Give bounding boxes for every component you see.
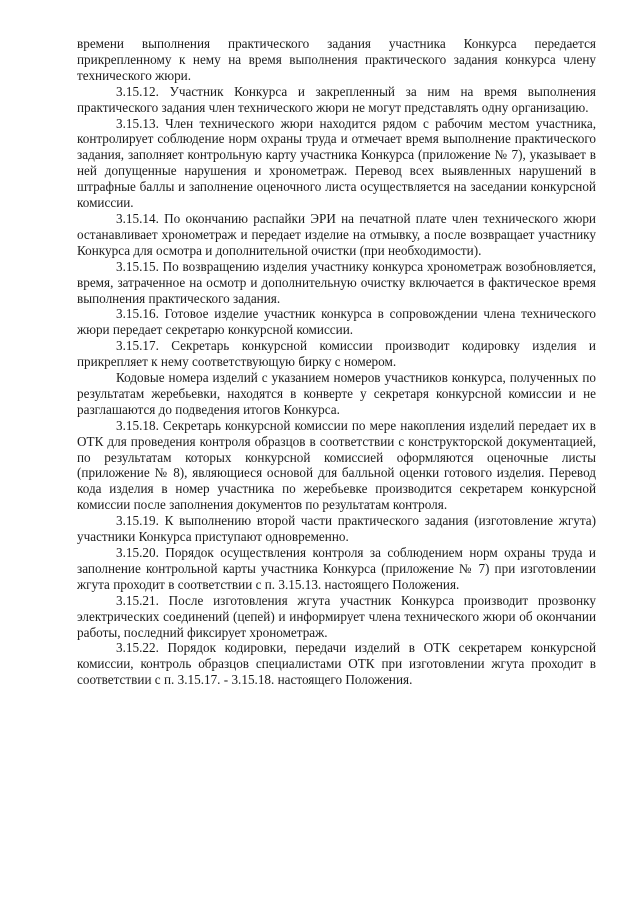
paragraph-3-15-20: 3.15.20. Порядок осуществления контроля за соблюдением норм охраны труда и заполнение контрольной карты участника Конкурса (приложение № 7) при изготовлении жгута проходит в соответствии с п. 3.15.13. настоящего Положения. bbox=[77, 545, 596, 592]
paragraph-3-15-17: 3.15.17. Секретарь конкурсной комиссии производит кодировку изделия и прикрепляет к нему соответствующую бирку с номером. bbox=[77, 338, 596, 370]
paragraph-3-15-19: 3.15.19. К выполнению второй части практического задания (изготовление жгута) участники Конкурса приступают одновременно. bbox=[77, 513, 596, 545]
paragraph-3-15-12: 3.15.12. Участник Конкурса и закрепленный за ним на время выполнения практического задания член технического жюри не могут представлять одну организацию. bbox=[77, 83, 596, 115]
paragraph-3-15-14: 3.15.14. По окончанию распайки ЭРИ на печатной плате член технического жюри останавливает хронометраж и передает изделие на отмывку, а после возвращает участнику Конкурса для осмотра и дополнительной очистки (при необходимости). bbox=[77, 210, 596, 258]
paragraph-3-15-22: 3.15.22. Порядок кодировки, передачи изделий в ОТК секретарем конкурсной комиссии, контроль образцов специалистами ОТК при изготовлении жгута проходит в соответствии с п. 3.15.17. - 3.15.18. настоящего Положения. bbox=[77, 640, 596, 688]
paragraph-3-15-15: 3.15.15. По возвращению изделия участнику конкурса хронометраж возобновляется, время, затраченное на осмотр и дополнительную очистку включается в фактическое время выполнения практического задания. bbox=[77, 258, 596, 306]
paragraph-3-15-13: 3.15.13. Член технического жюри находится рядом с рабочим местом участника, контролирует соблюдение норм охраны труда и отмечает время выполнение практического задания, заполняет контрольную карту участника Конкурса (приложение № 7), указывает в ней допущенные нарушения и хронометраж. Перевод всех выявленных нарушений в штрафные баллы и заполнение оценочного листа осуществляется на заседании конкурсной комиссии. bbox=[77, 115, 596, 211]
paragraph-3-15-21: 3.15.21. После изготовления жгута участник Конкурса производит прозвонку электрических соединений (цепей) и информирует члена технического жюри об окончании работы, последний фиксирует хронометраж. bbox=[77, 592, 596, 640]
paragraph-3-15-18: 3.15.18. Секретарь конкурсной комиссии по мере накопления изделий передает их в ОТК для проведения контроля образцов в соответствии с конструкторской документацией, по результатам которых конкурсной комиссией оформляются оценочные листы (приложение № 8), являющиеся основой для балльной оценки готового изделия. Перевод кода изделия в номер участника по жеребьевке производится секретарем конкурсной комиссии после заполнения документов по результатам контроля. bbox=[77, 417, 596, 513]
paragraph-code-numbers: Кодовые номера изделий с указанием номеров участников конкурса, полученных по результатам жеребьевки, находятся в конверте у секретаря конкурсной комиссии и не разглашаются до подведения итогов Конкурса. bbox=[77, 370, 596, 417]
paragraph-continuation: времени выполнения практического задания участника Конкурса передается прикрепленному к нему на время выполнения практического задания конкурса члену технического жюри. bbox=[77, 36, 596, 83]
document-body bbox=[77, 36, 596, 688]
paragraph-3-15-16: 3.15.16. Готовое изделие участник конкурса в сопровождении члена технического жюри передает секретарю конкурсной комиссии. bbox=[77, 306, 596, 338]
